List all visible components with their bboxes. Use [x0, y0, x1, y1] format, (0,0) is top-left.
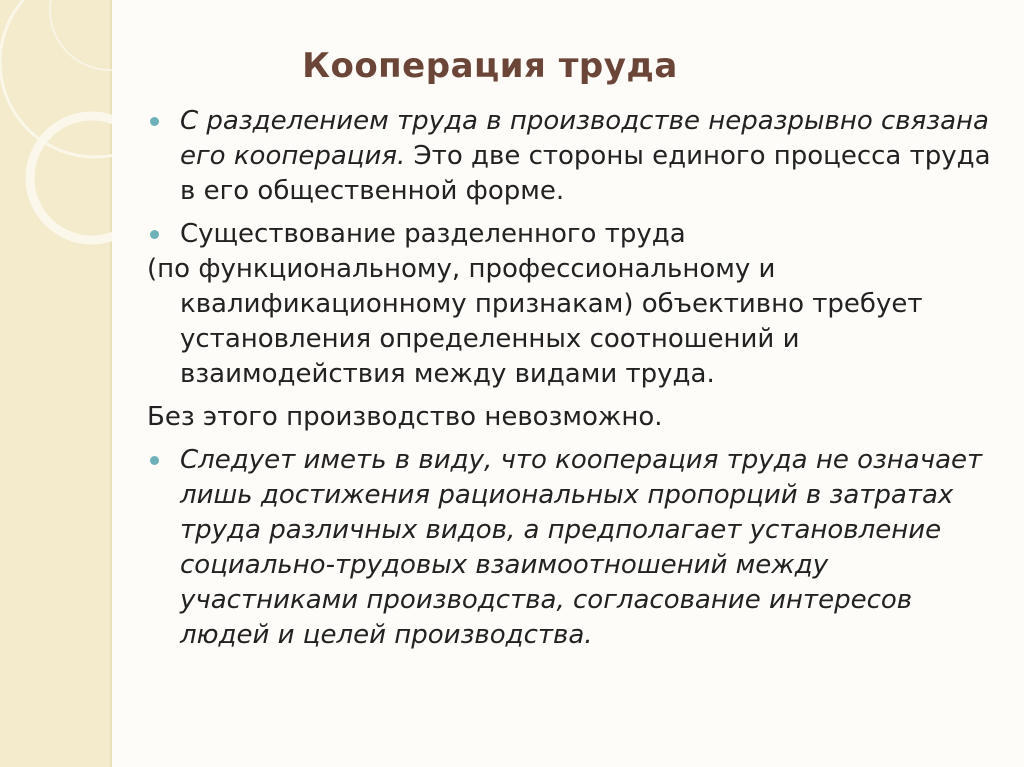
paragraph-2-text: Существование разделенного труда	[180, 219, 686, 249]
bullet-paragraph-5	[147, 443, 1007, 653]
paragraph-1-text: Это две стороны единого процесса труда в его общественной форме.	[180, 141, 991, 206]
slide-body	[147, 104, 1007, 661]
slide-title: Кооперация труда	[302, 46, 678, 86]
bullet-icon	[150, 456, 159, 465]
decorative-rings	[0, 0, 112, 767]
paragraph-1-italic: С разделением труда в производстве неразрывно связана его кооперация.	[180, 106, 989, 171]
bullet-paragraph-2	[147, 217, 1007, 252]
bullet-paragraph-1	[147, 104, 1007, 209]
bullet-icon	[150, 117, 159, 126]
paragraph-3-first-line: (по функциональному, профессиональному и	[147, 254, 776, 284]
plain-paragraph-3	[147, 252, 1007, 392]
paragraph-3-rest: квалификационному признакам) объективно требует установления определенных соотношений и взаимодействия между видами труда.	[180, 289, 923, 389]
paragraph-4-text: Без этого производство невозможно.	[147, 402, 663, 432]
bullet-icon	[150, 230, 159, 239]
plain-paragraph-4	[147, 400, 1007, 435]
paragraph-5-text: Следует иметь в виду, что кооперация труда не означает лишь достижения рациональных пропорций в затратах труда различных видов, а предполагает установление социально-трудовых взаимоотношений между участниками производства, согласование интересов людей и целей производства.	[180, 445, 983, 650]
